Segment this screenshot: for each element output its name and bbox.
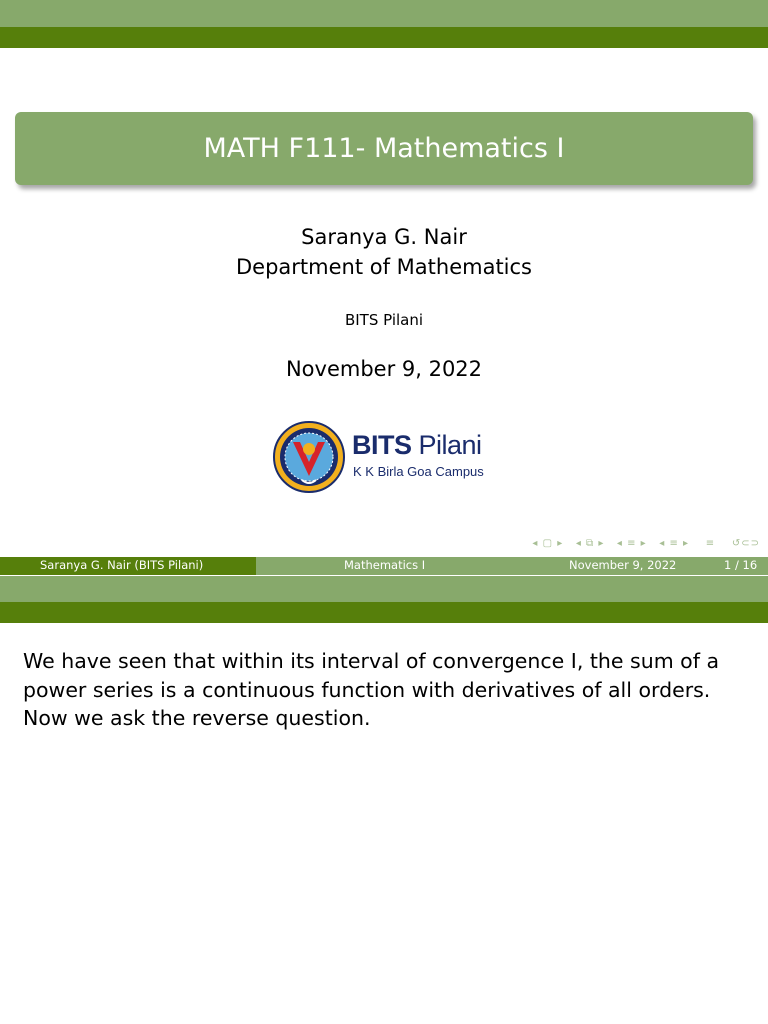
nav-frame-prev-icon[interactable]: ◂ ▢ ▸ <box>532 538 564 549</box>
logo-wordmark: BITS Pilani <box>352 430 482 460</box>
author-name: Saranya G. Nair <box>301 225 467 249</box>
footer-date: November 9, 2022 <box>569 558 677 572</box>
bits-emblem-icon <box>272 420 346 496</box>
beamer-navigation-symbols[interactable] <box>532 538 760 549</box>
bits-pilani-logo <box>272 420 492 496</box>
footer-author: Saranya G. Nair (BITS Pilani) <box>40 558 204 572</box>
slide-2 <box>0 576 768 1024</box>
footer-right <box>256 557 768 575</box>
title-box <box>15 112 753 185</box>
nav-appendix-icon[interactable]: ≡ <box>705 538 716 549</box>
header-band-dark <box>0 602 768 623</box>
header-band-light <box>0 576 768 602</box>
slide-title: MATH F111- Mathematics I <box>203 133 565 164</box>
slide-footer <box>0 557 768 575</box>
nav-document-icon[interactable]: ◂ ≡ ▸ <box>659 538 690 549</box>
footer-page-number: 1 / 16 <box>724 558 758 572</box>
presentation-date: November 9, 2022 <box>285 357 483 381</box>
institute: BITS Pilani <box>344 311 424 329</box>
header-band-dark <box>0 27 768 48</box>
slide-2-paragraph: We have seen that within its interval of convergence I, the sum of a power series is a continuous function with derivatives of all orders. Now we ask the reverse question. <box>23 649 720 730</box>
footer-left <box>0 557 256 575</box>
department: Department of Mathematics <box>236 255 532 279</box>
header-band-light <box>0 0 768 27</box>
footer-title: Mathematics I <box>344 558 426 572</box>
nav-search-icon[interactable]: ↺⊂⊃ <box>731 538 760 549</box>
nav-subsection-icon[interactable]: ◂ ⧉ ▸ <box>575 538 605 549</box>
nav-section-icon[interactable]: ◂ ≡ ▸ <box>616 538 647 549</box>
logo-campus: K K Birla Goa Campus <box>353 464 484 479</box>
